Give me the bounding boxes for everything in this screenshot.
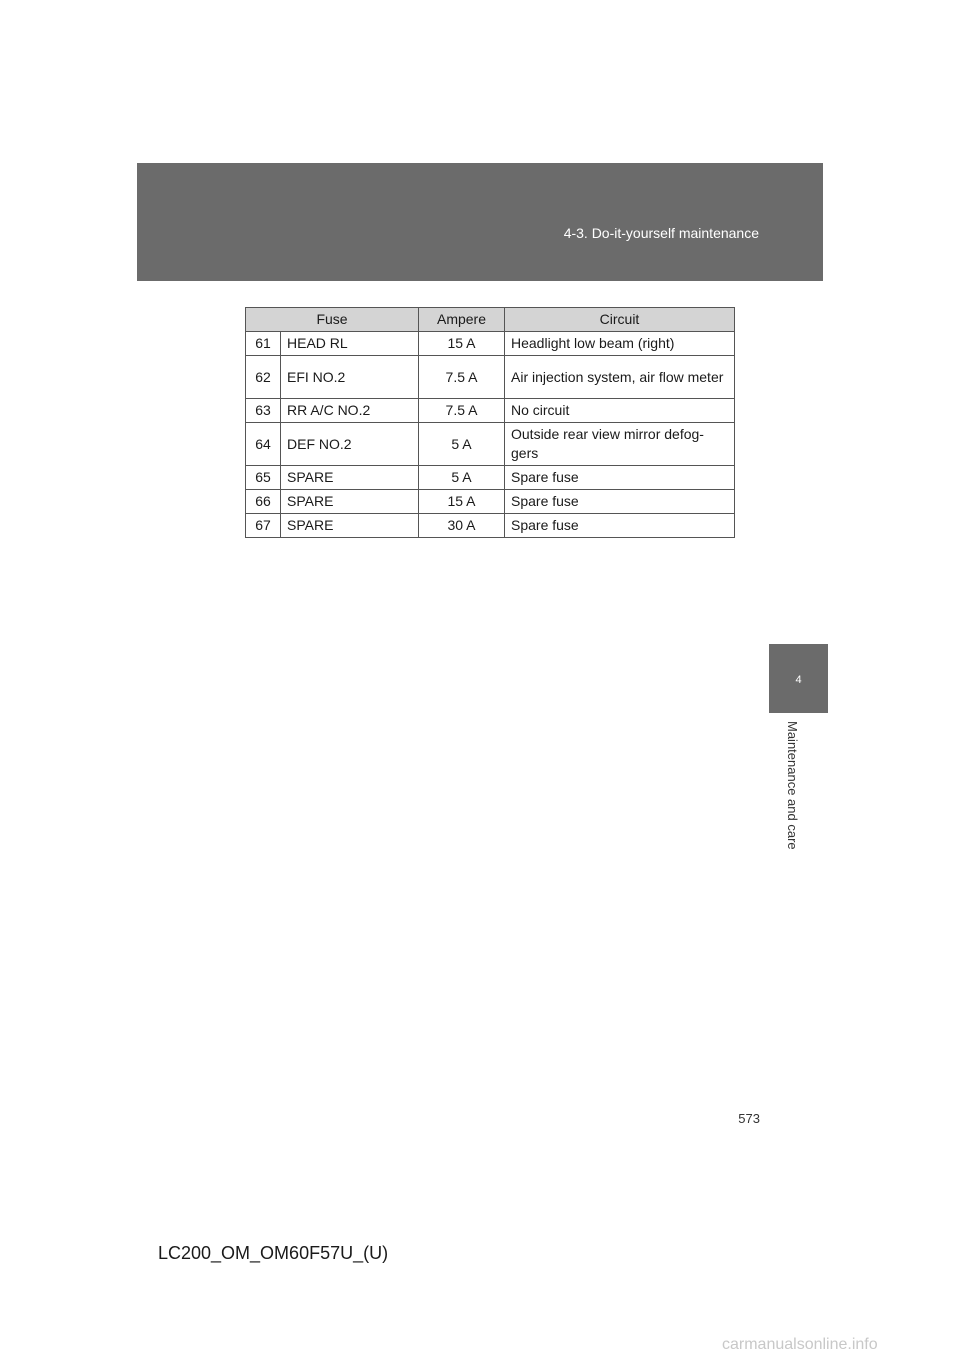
fuse-name: SPARE [281,490,419,514]
fuse-name: RR A/C NO.2 [281,399,419,423]
fuse-ampere: 5 A [419,423,505,466]
fuse-circuit: Outside rear view mirror defog-gers [505,423,735,466]
table-row [246,514,735,538]
column-header-ampere: Ampere [419,308,505,332]
header-band [137,163,823,281]
column-header-fuse: Fuse [246,308,419,332]
chapter-label: Maintenance and care [785,721,800,850]
watermark: carmanualsonline.info [722,1336,878,1353]
fuse-number: 64 [246,423,281,466]
fuse-name: SPARE [281,466,419,490]
fuse-name: SPARE [281,514,419,538]
fuse-ampere: 15 A [419,332,505,356]
fuse-name: HEAD RL [281,332,419,356]
column-header-circuit: Circuit [505,308,735,332]
table-row [246,490,735,514]
fuse-name: DEF NO.2 [281,423,419,466]
table-row [246,423,735,466]
fuse-ampere: 7.5 A [419,399,505,423]
fuse-table [245,307,735,538]
page-number: 573 [738,1111,760,1126]
fuse-name: EFI NO.2 [281,356,419,399]
fuse-circuit: No circuit [505,399,735,423]
table-row [246,356,735,399]
table-header-row [246,308,735,332]
fuse-number: 67 [246,514,281,538]
fuse-circuit: Spare fuse [505,490,735,514]
chapter-number: 4 [795,674,802,686]
fuse-ampere: 15 A [419,490,505,514]
fuse-circuit: Headlight low beam (right) [505,332,735,356]
fuse-number: 62 [246,356,281,399]
table-row [246,466,735,490]
fuse-ampere: 7.5 A [419,356,505,399]
fuse-number: 65 [246,466,281,490]
fuse-circuit: Air injection system, air flow meter [505,356,735,399]
document-code: LC200_OM_OM60F57U_(U) [158,1243,389,1263]
table-row [246,399,735,423]
fuse-circuit: Spare fuse [505,514,735,538]
fuse-ampere: 30 A [419,514,505,538]
fuse-number: 66 [246,490,281,514]
section-title: 4-3. Do-it-yourself maintenance [563,225,759,241]
fuse-number: 63 [246,399,281,423]
fuse-circuit: Spare fuse [505,466,735,490]
fuse-number: 61 [246,332,281,356]
table-row [246,332,735,356]
fuse-ampere: 5 A [419,466,505,490]
chapter-tab [769,644,828,713]
